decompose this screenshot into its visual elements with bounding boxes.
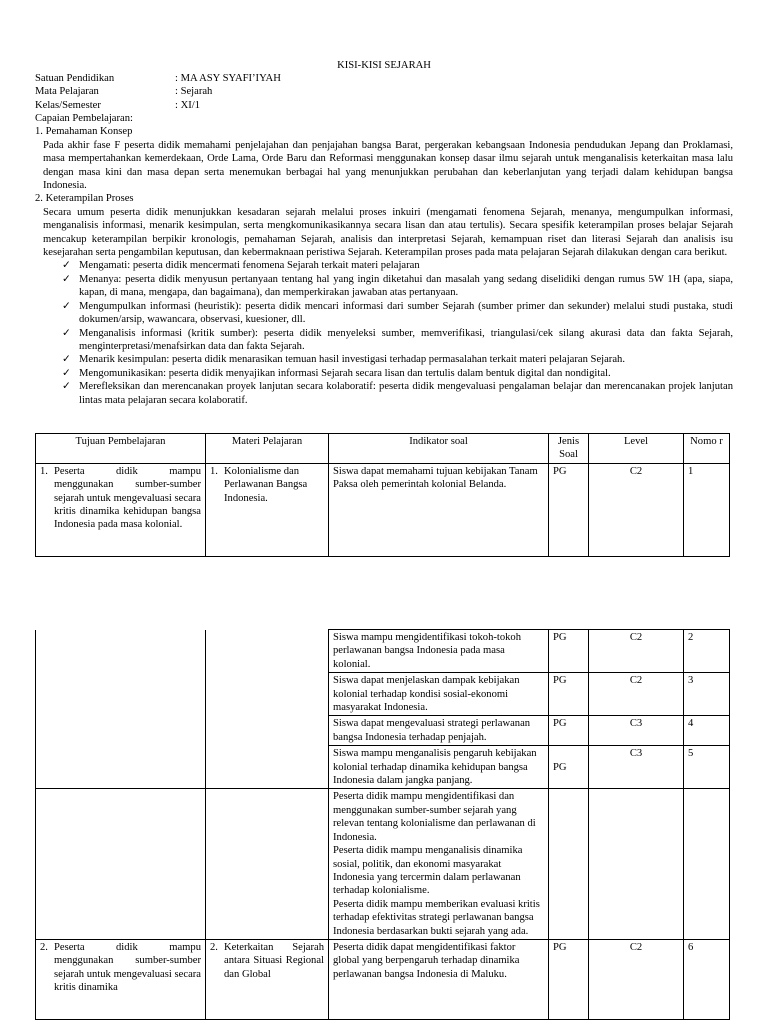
cell-indikator: Siswa dapat mengevaluasi strategi perlawanan bangsa Indonesia terhadap penjajah. [329, 716, 549, 746]
cell-nomor: 5 [684, 746, 730, 789]
cell-nomor: 4 [684, 716, 730, 746]
meta-label: Mata Pelajaran [35, 86, 99, 98]
checklist-text: Mengomunikasikan: peserta didik menyajikan informasi Sejarah secara lisan dan tertulis dalam bentuk digital dan nondigital. [79, 367, 611, 379]
cell-level-empty [589, 789, 684, 939]
summary-item: Peserta didik mampu memberikan evaluasi kritis terhadap efektivitas strategi perlawanan bangsa Indonesia berdasarkan bukti sejarah yang ada. [333, 898, 540, 937]
cell-level: C2 [589, 673, 684, 716]
meta-label: Kelas/Semester [35, 99, 101, 111]
meta-row [35, 85, 735, 98]
cell-jenis: PG [549, 746, 589, 789]
checklist-text: Menarik kesimpulan: peserta didik menarasikan temuan hasil investigasi terhadap permasalahan terkait materi pelajaran Sejarah. [79, 354, 625, 366]
cell-level: C2 [589, 939, 684, 1019]
checklist-item [62, 367, 733, 380]
checklist-text: Menanya: peserta didik menyusun pertanyaan tentang hal yang ingin diketahui dan masalah yang sedang diselidiki dengan rumus 5W 1H (apa, siapa, kapan, di mana, mengapa, dan bagaimana), dan memperkirakan jawaban atas pertanyaan. [79, 273, 733, 299]
checkmark-icon: ✓ [62, 327, 71, 339]
checklist-item [62, 380, 733, 407]
cell-materi [206, 939, 329, 1019]
meta-value: : XI/1 [175, 99, 201, 111]
checklist-item [62, 353, 733, 366]
checklist-text: Mengamati: peserta didik mencermati fenomena Sejarah terkait materi pelajaran [79, 260, 420, 272]
checklist-item [62, 273, 733, 300]
checklist [35, 259, 733, 406]
cell-materi [206, 463, 329, 556]
checkmark-icon: ✓ [62, 273, 71, 285]
cell-tujuan [36, 463, 206, 556]
cell-materi-continued [206, 630, 329, 789]
header-materi: Materi Pelajaran [206, 434, 329, 464]
table-row [36, 630, 730, 673]
item-number: 2. [210, 941, 218, 953]
cell-tujuan-continued [36, 630, 206, 789]
checklist-item [62, 259, 733, 272]
cell-indikator: Peserta didik dapat mengidentifikasi faktor global yang berpengaruh terhadap dinamika perlawanan bangsa Indonesia di Maluku. [329, 939, 549, 1019]
cell-level: C3 [589, 716, 684, 746]
materi-text: Kolonialisme dan Perlawanan Bangsa Indonesia. [224, 465, 308, 504]
cell-indikator: Siswa mampu menganalisis pengaruh kebijakan kolonial terhadap dinamika kehidupan bangsa Indonesia dalam jangka panjang. [329, 746, 549, 789]
cell-tujuan [36, 939, 206, 1019]
summary-item: Peserta didik mampu menganalisis dinamika sosial, politik, dan ekonomi masyarakat Indonesia yang tercermin dalam perlawanan terhadap kolonialisme. [333, 845, 523, 897]
checklist-text: Menganalisis informasi (kritik sumber): peserta didik menyeleksi sumber, memverifikasi, triangulasi/cek silang akurasi data dan fakta Sejarah, menginterpretasi/menafsirkan data dan fakta Sejarah. [79, 327, 733, 352]
checkmark-icon: ✓ [62, 381, 71, 393]
header-nomor: Nomo r [684, 434, 730, 464]
section-text-keterampilan: Secara umum peserta didik menunjukkan kesadaran sejarah melalui proses inkuiri (mengamati fenomena Sejarah, menanya, mengumpulkan informasi, menganalisis informasi, menarik kesimpulan, serta mengkomunikasikannya secara lisan dan atau tertulis). Secara spesifik keterampilan proses belajar Sejarah mencakup keterampilan berpikir kronologis, pemahaman Sejarah, analisis dan interpretasi Sejarah, kemampuan riset dan literasi Sejarah dan analisis isu kesejarahan serta pengambilan keputusan, dan kebermaknaan peristiwa Sejarah. Keterampilan proses pada mata pelajaran Sejarah dilakukan dengan cara berikut. [43, 206, 733, 259]
cell-indikator: Siswa dapat memahami tujuan kebijakan Tanam Paksa oleh pemerintah kolonial Belanda. [329, 463, 549, 556]
checkmark-icon: ✓ [62, 367, 71, 379]
summary-item: Peserta didik mampu mengidentifikasi dan menggunakan sumber-sumber sejarah yang relevan tentang kolonialisme dan perlawanan di Indonesia. [333, 791, 536, 843]
table-row [36, 789, 730, 939]
cell-jenis: PG [549, 716, 589, 746]
checkmark-icon: ✓ [62, 300, 71, 312]
item-number: 1. [40, 465, 48, 477]
header-jenis: Jenis Soal [549, 434, 589, 464]
meta-value: : MA ASY SYAFI’IYAH [175, 73, 281, 84]
meta-label: Satuan Pendidikan [35, 73, 115, 84]
cell-nomor-empty [684, 789, 730, 939]
cell-indikator: Siswa dapat menjelaskan dampak kebijakan kolonial terhadap kondisi sosial-ekonomi masyarakat Indonesia. [329, 673, 549, 716]
table-row [36, 463, 730, 556]
cell-nomor: 1 [684, 463, 730, 556]
table-header-row [36, 434, 730, 464]
checkmark-icon: ✓ [62, 354, 71, 366]
section-heading-keterampilan: 2. Keterampilan Proses [35, 193, 134, 205]
cell-jenis: PG [549, 463, 589, 556]
cell-jenis: PG [549, 630, 589, 673]
materi-text: Keterkaitan Sejarah antara Situasi Regional dan Global [224, 941, 324, 980]
meta-row [35, 99, 735, 112]
checklist-item [62, 300, 733, 327]
cell-level: C3 [589, 746, 684, 789]
item-number: 1. [210, 465, 218, 477]
cell-nomor: 2 [684, 630, 730, 673]
cell-jenis: PG [549, 939, 589, 1019]
tujuan-text: Peserta didik mampu menggunakan sumber-sumber sejarah untuk mengevaluasi secara kritis dinamika [54, 941, 201, 994]
meta-row [35, 72, 735, 85]
capaian-pembelajaran [35, 112, 733, 407]
cell-nomor: 3 [684, 673, 730, 716]
item-number: 2. [40, 941, 48, 953]
capaian-label: Capaian Pembelajaran: [35, 113, 133, 124]
checklist-item [62, 327, 733, 354]
cell-materi-empty [206, 789, 329, 939]
cell-summary [329, 789, 549, 939]
document-title: KISI-KISI SEJARAH [337, 60, 431, 71]
identity-block [35, 72, 735, 112]
kisi-kisi-table-continued [35, 629, 730, 1020]
cell-tujuan-empty [36, 789, 206, 939]
checklist-text: Merefleksikan dan merencanakan proyek lanjutan secara kolaboratif: peserta didik mengevaluasi pengalaman belajar dan merencanakan projek lanjutan lintas mata pelajaran secara kolaboratif. [79, 381, 733, 406]
header-level: Level [589, 434, 684, 464]
checkmark-icon: ✓ [62, 260, 71, 272]
cell-indikator: Siswa mampu mengidentifikasi tokoh-tokoh perlawanan bangsa Indonesia pada masa kolonial. [329, 630, 549, 673]
checklist-text: Mengumpulkan informasi (heuristik): peserta didik mencari informasi dari sumber Sejarah (sumber primer dan sekunder) melalui studi pustaka, studi dokumen/arsip, wawancara, observasi, kuesioner, dll. [79, 300, 733, 326]
cell-level: C2 [589, 463, 684, 556]
header-tujuan: Tujuan Pembelajaran [36, 434, 206, 464]
section-heading-pemahaman: 1. Pemahaman Konsep [35, 126, 133, 138]
cell-jenis: PG [549, 673, 589, 716]
header-indikator: Indikator soal [329, 434, 549, 464]
meta-value: : Sejarah [175, 86, 213, 98]
tujuan-text: Peserta didik mampu menggunakan sumber-sumber sejarah untuk mengevaluasi secara kritis dinamika kehidupan bangsa Indonesia pada masa kolonial. [54, 465, 201, 531]
table-row [36, 939, 730, 1019]
cell-jenis-empty [549, 789, 589, 939]
kisi-kisi-table [35, 433, 730, 557]
cell-level: C2 [589, 630, 684, 673]
section-text-pemahaman: Pada akhir fase F peserta didik memahami penjelajahan dan penjajahan bangsa Barat, pergerakan kebangsaan Indonesia pendudukan Jepang dan Proklamasi, masa mempertahankan kemerdekaan, Orde Lama, Orde Baru dan Reformasi menggunakan konsep dasar ilmu sejarah untuk menganalisis keterkaitan masa lalu dengan masa kini dan masa depan serta menemukan berbagai hal yang menunjukkan perubahan dan keberlanjutan yang terjadi dalam kehidupan bangsa Indonesia. [43, 139, 733, 192]
cell-nomor: 6 [684, 939, 730, 1019]
